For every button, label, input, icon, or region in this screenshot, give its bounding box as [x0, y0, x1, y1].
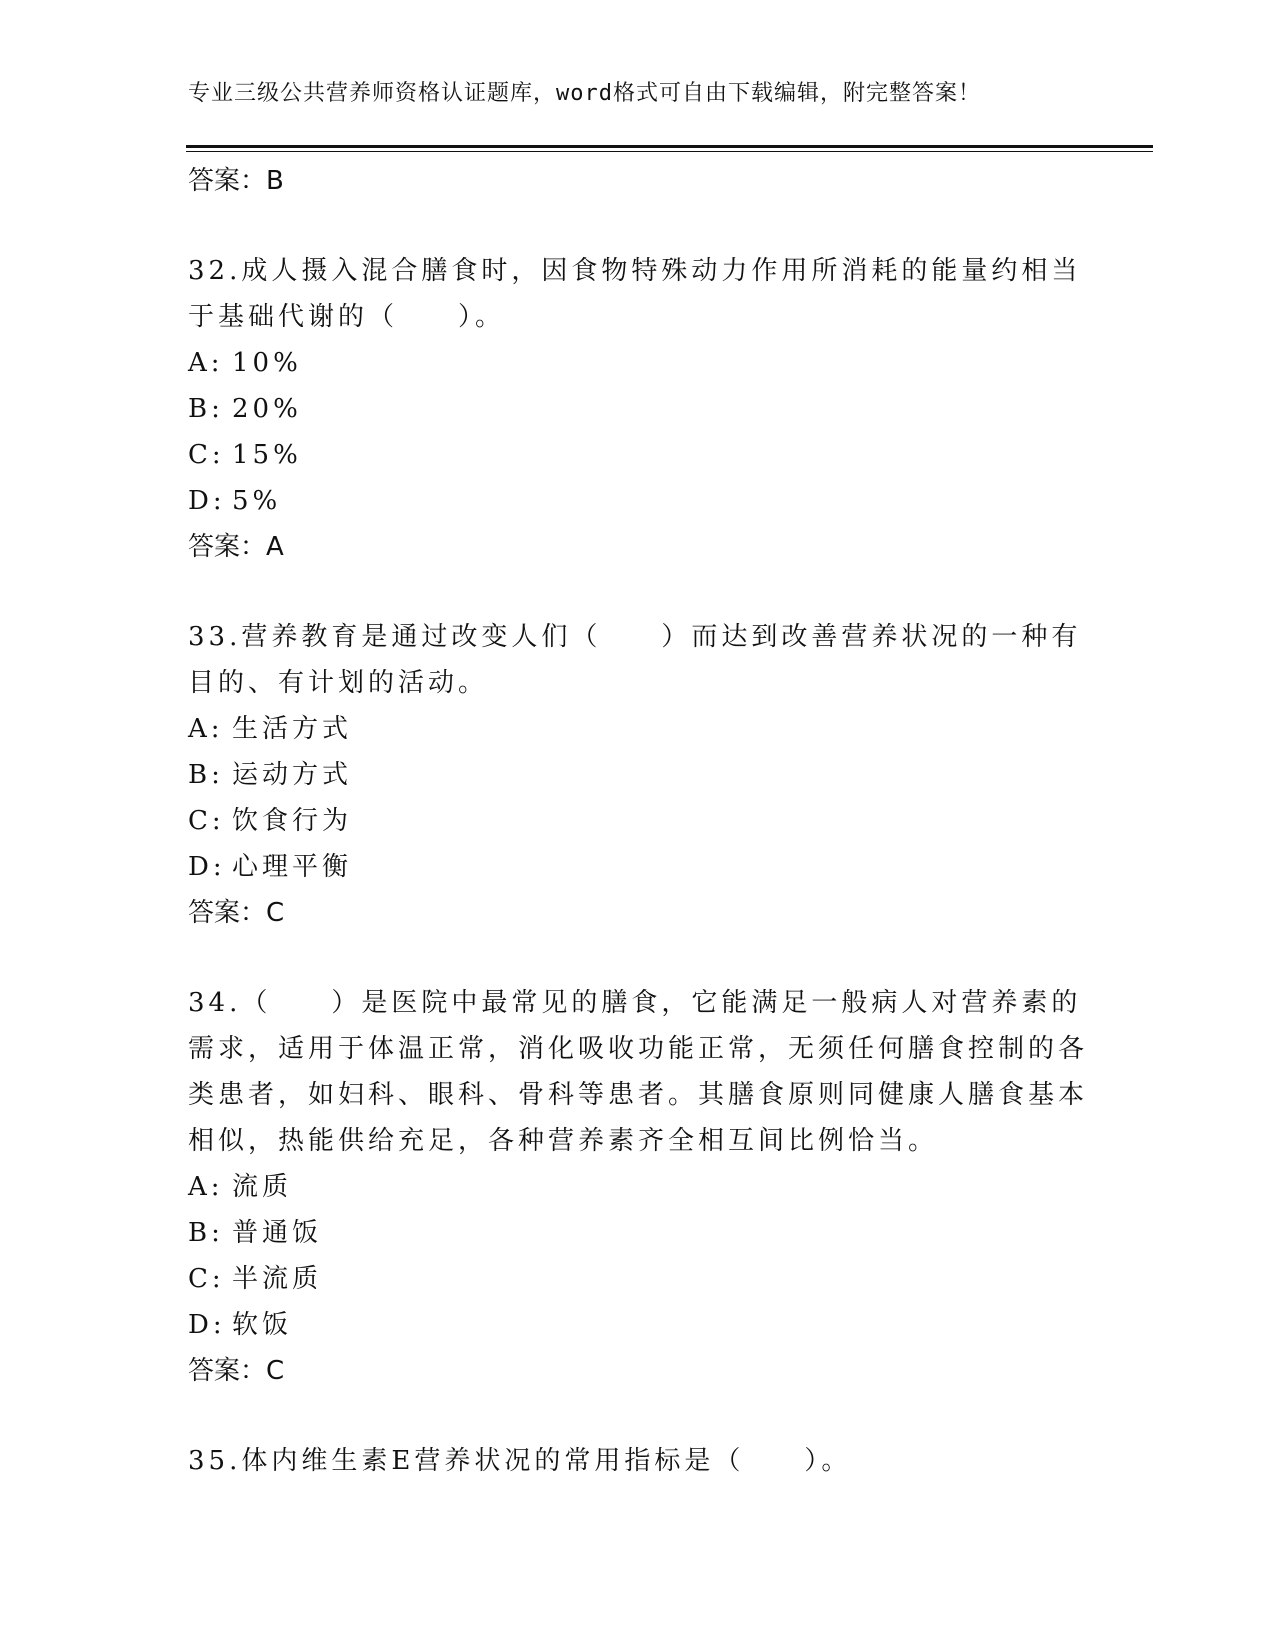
option-b — [188, 752, 1088, 798]
option-c — [188, 798, 1088, 844]
header-rule-thin — [186, 151, 1153, 152]
option-a — [188, 1164, 1088, 1210]
option-text: 20% — [232, 394, 302, 424]
option-letter: C: — [188, 1264, 225, 1294]
option-letter: D: — [188, 1310, 226, 1340]
option-letter: D: — [188, 852, 226, 882]
option-letter: D: — [188, 486, 226, 516]
option-text: 半流质 — [232, 1264, 323, 1294]
option-d — [188, 1302, 1088, 1348]
option-text: 10% — [232, 348, 302, 378]
answer-line: 答案：C — [188, 898, 285, 928]
option-d — [188, 844, 1088, 890]
option-b — [188, 386, 1088, 432]
option-a — [188, 340, 1088, 386]
document-content — [188, 158, 1088, 1484]
question-stem: 35.体内维生素E营养状况的常用指标是（ ）。 — [188, 1446, 852, 1476]
option-letter: A: — [188, 1172, 224, 1202]
option-c — [188, 1256, 1088, 1302]
answer-line: 答案：B — [188, 166, 284, 196]
option-text: 运动方式 — [232, 760, 353, 790]
question-33 — [188, 614, 1088, 936]
option-a — [188, 706, 1088, 752]
answer-line: 答案：C — [188, 1356, 285, 1386]
page-header: 专业三级公共营养师资格认证题库，word格式可自由下载编辑，附完整答案！ — [188, 81, 981, 106]
option-text: 饮食行为 — [232, 806, 353, 836]
option-c — [188, 432, 1088, 478]
option-letter: A: — [188, 348, 224, 378]
question-35 — [188, 1438, 1088, 1484]
question-34 — [188, 980, 1088, 1394]
option-d — [188, 478, 1088, 524]
option-letter: C: — [188, 440, 225, 470]
option-text: 普通饭 — [232, 1218, 323, 1248]
question-stem: 33.营养教育是通过改变人们（ ）而达到改善营养状况的一种有目的、有计划的活动。 — [188, 622, 1082, 698]
option-letter: B: — [188, 394, 224, 424]
question-32 — [188, 248, 1088, 570]
option-text: 心理平衡 — [232, 852, 353, 882]
option-text: 软饭 — [232, 1310, 293, 1340]
option-text: 15% — [232, 440, 302, 470]
option-letter: B: — [188, 1218, 224, 1248]
option-text: 生活方式 — [232, 714, 353, 744]
option-text: 流质 — [232, 1172, 293, 1202]
question-stem: 34.（ ）是医院中最常见的膳食，它能满足一般病人对营养素的需求，适用于体温正常，消化吸收功能正常，无须任何膳食控制的各类患者，如妇科、眼科、骨科等患者。其膳食原则同健康人膳食基本相似，热能供给充足，各种营养素齐全相互间比例恰当。 — [188, 988, 1089, 1156]
header-rule — [186, 145, 1153, 148]
option-letter: A: — [188, 714, 224, 744]
question-stem: 32.成人摄入混合膳食时，因食物特殊动力作用所消耗的能量约相当于基础代谢的（ ）。 — [188, 256, 1082, 332]
option-b — [188, 1210, 1088, 1256]
option-text: 5% — [232, 486, 282, 516]
option-letter: C: — [188, 806, 225, 836]
answer-line: 答案：A — [188, 532, 284, 562]
option-letter: B: — [188, 760, 224, 790]
